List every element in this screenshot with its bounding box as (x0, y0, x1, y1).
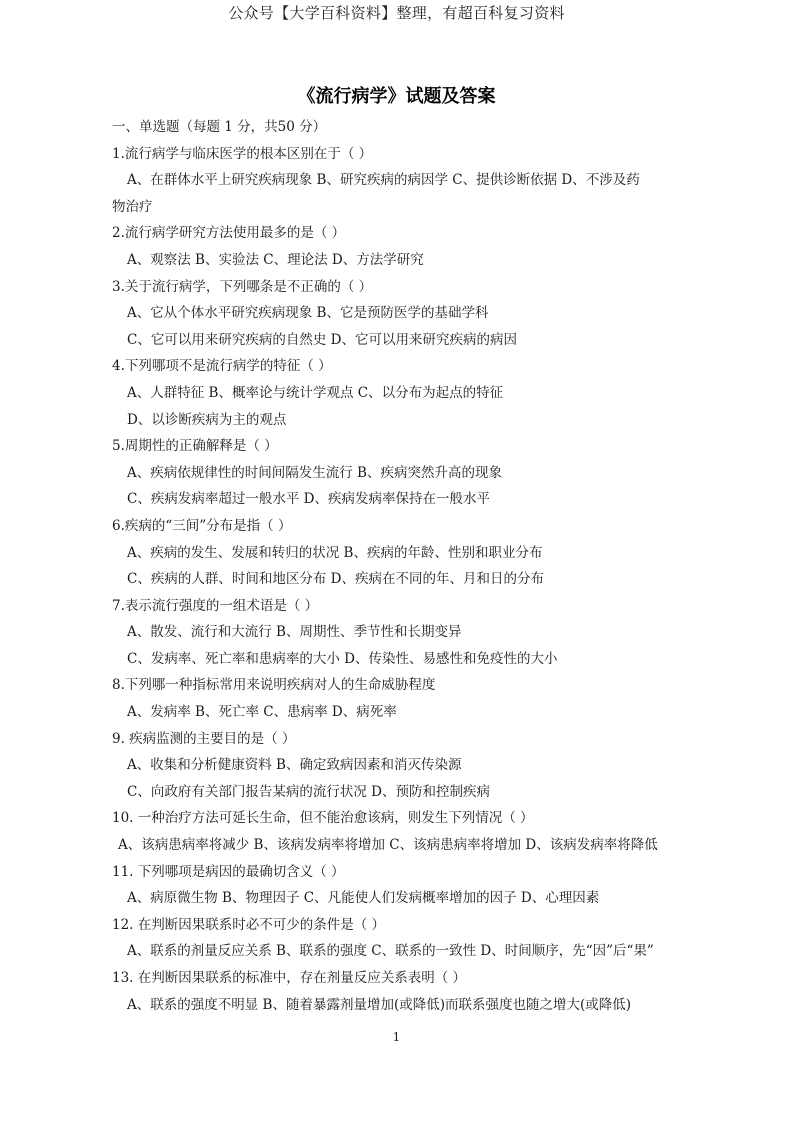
question-13-options: A、联系的强度不明显 B、随着暴露剂量增加(或降低)而联系强度也随之增大(或降低) (127, 996, 632, 1013)
question-3-stem: 3.关于流行病学，下列哪条是不正确的（ ） (112, 278, 373, 295)
question-6-stem: 6.疾病的“三间”分布是指（ ） (112, 517, 292, 534)
question-3-options-cd: C、它可以用来研究疾病的自然史 D、它可以用来研究疾病的病因 (127, 331, 517, 348)
question-11-stem: 11. 下列哪项是病因的最确切含义（ ） (112, 863, 345, 880)
question-1-options-continued: 物治疗 (112, 198, 153, 215)
page-header-watermark: 公众号【大学百科资料】整理，有超百科复习资料 (228, 4, 565, 22)
question-10-options: A、该病患病率将减少 B、该病发病率将增加 C、该病患病率将增加 D、该病发病率将降低 (118, 837, 658, 854)
question-12-options: A、联系的剂量反应关系 B、联系的强度 C、联系的一致性 D、时间顺序，先“因”后“果” (127, 943, 654, 960)
section-heading: 一、单选题（每题 1 分，共50 分） (112, 119, 327, 135)
question-8-options: A、发病率 B、死亡率 C、患病率 D、病死率 (127, 704, 397, 721)
question-1-options: A、在群体水平上研究疾病现象 B、研究疾病的病因学 C、提供诊断依据 D、不涉及药 (127, 172, 640, 189)
question-6-options-cd: C、疾病的人群、时间和地区分布 D、疾病在不同的年、月和日的分布 (127, 571, 544, 588)
question-1-stem: 1.流行病学与临床医学的根本区别在于（ ） (112, 145, 373, 162)
question-4-stem: 4.下列哪项不是流行病学的特征（ ） (112, 358, 332, 375)
document-title: 《流行病学》试题及答案 (297, 86, 496, 107)
exam-content (112, 114, 692, 1018)
question-10-stem: 10. 一种治疗方法可延长生命，但不能治愈该病，则发生下列情况（ ） (112, 810, 534, 827)
question-2-stem: 2.流行病学研究方法使用最多的是（ ） (112, 225, 346, 242)
question-2-options: A、观察法 B、实验法 C、理论法 D、方法学研究 (127, 251, 424, 268)
page-number: 1 (392, 1030, 401, 1044)
question-3-options-ab: A、它从个体水平研究疾病现象 B、它是预防医学的基础学科 (127, 305, 489, 322)
question-9-stem: 9. 疾病监测的主要目的是（ ） (112, 730, 296, 747)
question-12-stem: 12. 在判断因果联系时必不可少的条件是（ ） (112, 916, 386, 933)
question-8-stem: 8.下列哪一种指标常用来说明疾病对人的生命威胁程度 (112, 677, 436, 694)
question-11-options: A、病原微生物 B、物理因子 C、凡能使人们发病概率增加的因子 D、心理因素 (127, 890, 600, 907)
question-7-options-ab: A、散发、流行和大流行 B、周期性、季节性和长期变异 (127, 624, 462, 641)
question-7-stem: 7.表示流行强度的一组术语是（ ） (112, 597, 319, 614)
question-7-options-cd: C、发病率、死亡率和患病率的大小 D、传染性、易感性和免疫性的大小 (127, 650, 558, 667)
question-9-options-cd: C、向政府有关部门报告某病的流行状况 D、预防和控制疾病 (127, 783, 490, 800)
question-9-options-ab: A、收集和分析健康资料 B、确定致病因素和消灭传染源 (127, 757, 462, 774)
question-6-options-ab: A、疾病的发生、发展和转归的状况 B、疾病的年龄、性别和职业分布 (127, 544, 543, 561)
question-5-options-cd: C、疾病发病率超过一般水平 D、疾病发病率保持在一般水平 (127, 491, 490, 508)
question-5-options-ab: A、疾病依规律性的时间间隔发生流行 B、疾病突然升高的现象 (127, 464, 502, 481)
question-13-stem: 13. 在判断因果联系的标准中，存在剂量反应关系表明（ ） (112, 970, 467, 986)
question-5-stem: 5.周期性的正确解释是（ ） (112, 438, 278, 455)
question-4-options-d: D、以诊断疾病为主的观点 (127, 411, 287, 428)
question-4-options-abc: A、人群特征 B、概率论与统计学观点 C、以分布为起点的特征 (127, 384, 504, 401)
